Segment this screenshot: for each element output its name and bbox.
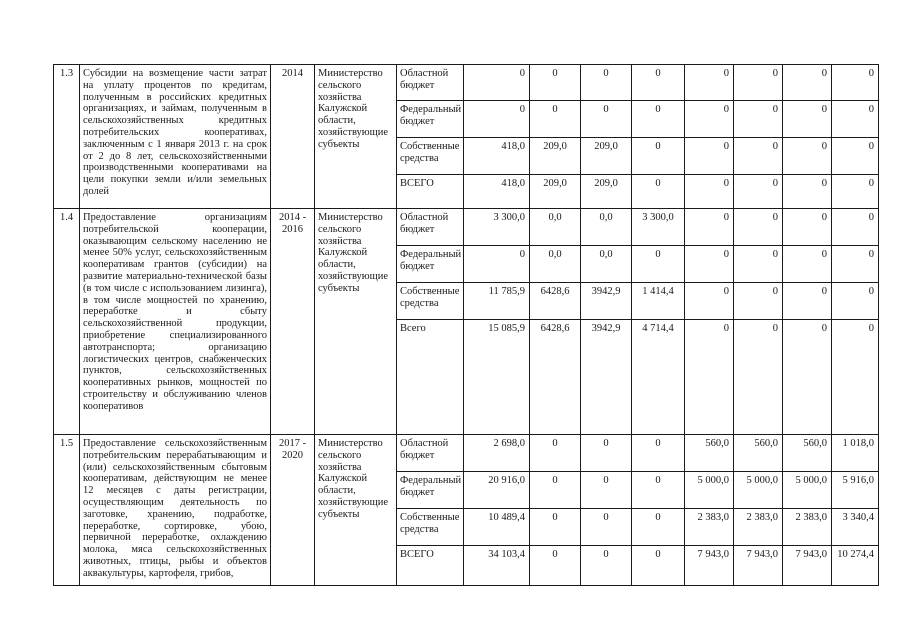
funding-value-cell: 0 bbox=[581, 472, 632, 509]
funding-value-cell: 7 943,0 bbox=[685, 546, 734, 586]
funding-value-cell: 0 bbox=[530, 472, 581, 509]
funding-value-cell: 0 bbox=[632, 509, 685, 546]
funding-value-cell: 0 bbox=[832, 138, 879, 175]
funding-value-cell: 1 018,0 bbox=[832, 435, 879, 472]
funding-value-cell: 3 300,0 bbox=[464, 209, 530, 246]
funding-source: Федеральный бюджет bbox=[397, 472, 464, 509]
funding-value-cell: 0 bbox=[464, 246, 530, 283]
funding-value-cell: 0 bbox=[783, 101, 832, 138]
funding-source: Областной бюджет bbox=[397, 209, 464, 246]
funding-value-cell: 0 bbox=[632, 472, 685, 509]
funding-value-cell: 2 383,0 bbox=[783, 509, 832, 546]
funding-value-cell: 0 bbox=[685, 138, 734, 175]
funding-value-cell: 0 bbox=[530, 435, 581, 472]
funding-value-cell: 418,0 bbox=[464, 175, 530, 209]
funding-value-cell: 0 bbox=[734, 101, 783, 138]
funding-value-cell: 6428,6 bbox=[530, 320, 581, 435]
funding-value-cell: 0 bbox=[464, 65, 530, 101]
funding-source: ВСЕГО bbox=[397, 175, 464, 209]
funding-value-cell: 0 bbox=[581, 509, 632, 546]
table-row bbox=[54, 209, 879, 246]
funding-source: Собственные средства bbox=[397, 138, 464, 175]
funding-source: ВСЕГО bbox=[397, 546, 464, 586]
funding-value-cell: 4 714,4 bbox=[632, 320, 685, 435]
funding-value-cell: 0 bbox=[832, 246, 879, 283]
responsible-executor: Министерство сельского хозяйства Калужской области, хозяйствующие субъекты bbox=[315, 435, 397, 586]
funding-value-cell: 0 bbox=[685, 175, 734, 209]
funding-value-cell: 0 bbox=[632, 138, 685, 175]
funding-value-cell: 209,0 bbox=[581, 138, 632, 175]
funding-value-cell: 6428,6 bbox=[530, 283, 581, 320]
funding-value-cell: 0 bbox=[832, 65, 879, 101]
funding-value-cell: 10 489,4 bbox=[464, 509, 530, 546]
item-number: 1.4 bbox=[54, 209, 80, 435]
implementation-period: 2014 - 2016 bbox=[271, 209, 315, 435]
funding-value-cell: 2 383,0 bbox=[734, 509, 783, 546]
funding-value-cell: 0 bbox=[734, 65, 783, 101]
funding-value-cell: 0 bbox=[685, 320, 734, 435]
funding-value-cell: 0 bbox=[581, 435, 632, 472]
funding-value-cell: 5 000,0 bbox=[734, 472, 783, 509]
funding-value-cell: 0 bbox=[734, 138, 783, 175]
table-row bbox=[54, 435, 879, 472]
measure-description: Субсидии на возмещение части затрат на уплату процентов по кредитам, полученным в российских кредитных организациях, и займам, полученным в сельскохозяйственных кредитных потребительских кооперативах, заключенным с 1 января 2013 г. на срок от 2 до 8 лет, сельскохозяйственными производственными кооперативами на цели покупки земли и/или земельных долей bbox=[80, 65, 271, 209]
funding-value-cell: 3 340,4 bbox=[832, 509, 879, 546]
funding-value-cell: 1 414,4 bbox=[632, 283, 685, 320]
funding-value-cell: 0,0 bbox=[530, 246, 581, 283]
funding-value-cell: 0,0 bbox=[530, 209, 581, 246]
funding-value-cell: 3942,9 bbox=[581, 283, 632, 320]
funding-value-cell: 0 bbox=[783, 65, 832, 101]
funding-value-cell: 0 bbox=[783, 320, 832, 435]
funding-source: Собственные средства bbox=[397, 509, 464, 546]
responsible-executor: Министерство сельского хозяйства Калужской области, хозяйствующие субъекты bbox=[315, 209, 397, 435]
funding-value-cell: 0 bbox=[632, 65, 685, 101]
funding-value-cell: 0 bbox=[632, 435, 685, 472]
item-number: 1.5 bbox=[54, 435, 80, 586]
funding-source: Собственные средства bbox=[397, 283, 464, 320]
funding-value-cell: 0 bbox=[685, 209, 734, 246]
funding-source: Областной бюджет bbox=[397, 65, 464, 101]
funding-value-cell: 0,0 bbox=[581, 246, 632, 283]
funding-value-cell: 0 bbox=[783, 246, 832, 283]
funding-value-cell: 34 103,4 bbox=[464, 546, 530, 586]
funding-value-cell: 0 bbox=[632, 246, 685, 283]
funding-value-cell: 2 383,0 bbox=[685, 509, 734, 546]
funding-value-cell: 0 bbox=[464, 101, 530, 138]
funding-value-cell: 560,0 bbox=[734, 435, 783, 472]
measure-description: Предоставление организациям потребительской кооперации, оказывающим сельскому населению не менее 50% услуг, сельскохозяйственным кооперативам грантов (субсидии) на развитие материально-технической базы (в том числе с использованием лизинга), в том числе мощностей по хранению, переработке и сбыту сельскохозяйственной продукции, приобретение специализированного автотранспорта; организацию логистических центров, снабженческих пунктов, сельскохозяйственных кооперативных рынков, мощностей по строительству и обслуживанию членов кооперативов bbox=[80, 209, 271, 435]
program-funding-table bbox=[53, 64, 879, 586]
funding-value-cell: 20 916,0 bbox=[464, 472, 530, 509]
implementation-period: 2017 - 2020 bbox=[271, 435, 315, 586]
table-row bbox=[54, 65, 879, 101]
funding-value-cell: 11 785,9 bbox=[464, 283, 530, 320]
funding-value-cell: 0 bbox=[581, 65, 632, 101]
funding-value-cell: 0 bbox=[734, 283, 783, 320]
funding-value-cell: 0 bbox=[632, 546, 685, 586]
funding-value-cell: 10 274,4 bbox=[832, 546, 879, 586]
funding-value-cell: 0 bbox=[685, 283, 734, 320]
funding-value-cell: 209,0 bbox=[581, 175, 632, 209]
funding-value-cell: 3 300,0 bbox=[632, 209, 685, 246]
responsible-executor: Министерство сельского хозяйства Калужской области, хозяйствующие субъекты bbox=[315, 65, 397, 209]
implementation-period: 2014 bbox=[271, 65, 315, 209]
funding-source: Федеральный бюджет bbox=[397, 246, 464, 283]
funding-value-cell: 0 bbox=[685, 101, 734, 138]
measure-description: Предоставление сельскохозяйственным потребительским перерабатывающим и (или) сельскохозяйственным сбытовым кооперативам, действующим не менее 12 месяцев с даты регистрации, осуществляющим деятельность по заготовке, хранению, подработке, переработке, сортировке, убою, первичной переработке, охлаждению молока, мяса сельскохозяйственных животных, птицы, рыбы и объектов аквакультуры, картофеля, грибов, bbox=[80, 435, 271, 586]
funding-value-cell: 0 bbox=[783, 175, 832, 209]
funding-value-cell: 15 085,9 bbox=[464, 320, 530, 435]
funding-value-cell: 0 bbox=[632, 101, 685, 138]
funding-value-cell: 3942,9 bbox=[581, 320, 632, 435]
funding-value-cell: 0 bbox=[581, 546, 632, 586]
funding-value-cell: 0 bbox=[530, 101, 581, 138]
funding-value-cell: 0 bbox=[783, 283, 832, 320]
funding-value-cell: 0 bbox=[734, 209, 783, 246]
funding-source: Областной бюджет bbox=[397, 435, 464, 472]
funding-value-cell: 0 bbox=[734, 175, 783, 209]
funding-value-cell: 560,0 bbox=[685, 435, 734, 472]
funding-source: Федеральный бюджет bbox=[397, 101, 464, 138]
funding-value-cell: 0 bbox=[832, 320, 879, 435]
funding-value-cell: 0 bbox=[832, 101, 879, 138]
funding-value-cell: 0 bbox=[734, 246, 783, 283]
funding-source: Всего bbox=[397, 320, 464, 435]
funding-value-cell: 209,0 bbox=[530, 138, 581, 175]
funding-value-cell: 0 bbox=[783, 138, 832, 175]
funding-value-cell: 7 943,0 bbox=[783, 546, 832, 586]
funding-value-cell: 0 bbox=[832, 283, 879, 320]
funding-value-cell: 0 bbox=[581, 101, 632, 138]
funding-value-cell: 0,0 bbox=[581, 209, 632, 246]
funding-value-cell: 0 bbox=[832, 209, 879, 246]
funding-value-cell: 0 bbox=[530, 509, 581, 546]
funding-value-cell: 5 000,0 bbox=[783, 472, 832, 509]
funding-value-cell: 7 943,0 bbox=[734, 546, 783, 586]
funding-value-cell: 0 bbox=[685, 65, 734, 101]
funding-value-cell: 5 916,0 bbox=[832, 472, 879, 509]
funding-value-cell: 0 bbox=[530, 65, 581, 101]
funding-value-cell: 2 698,0 bbox=[464, 435, 530, 472]
item-number: 1.3 bbox=[54, 65, 80, 209]
funding-value-cell: 0 bbox=[783, 209, 832, 246]
funding-value-cell: 0 bbox=[685, 246, 734, 283]
funding-value-cell: 209,0 bbox=[530, 175, 581, 209]
funding-value-cell: 0 bbox=[632, 175, 685, 209]
funding-value-cell: 0 bbox=[734, 320, 783, 435]
funding-value-cell: 560,0 bbox=[783, 435, 832, 472]
funding-value-cell: 5 000,0 bbox=[685, 472, 734, 509]
funding-value-cell: 0 bbox=[832, 175, 879, 209]
funding-value-cell: 418,0 bbox=[464, 138, 530, 175]
funding-value-cell: 0 bbox=[530, 546, 581, 586]
